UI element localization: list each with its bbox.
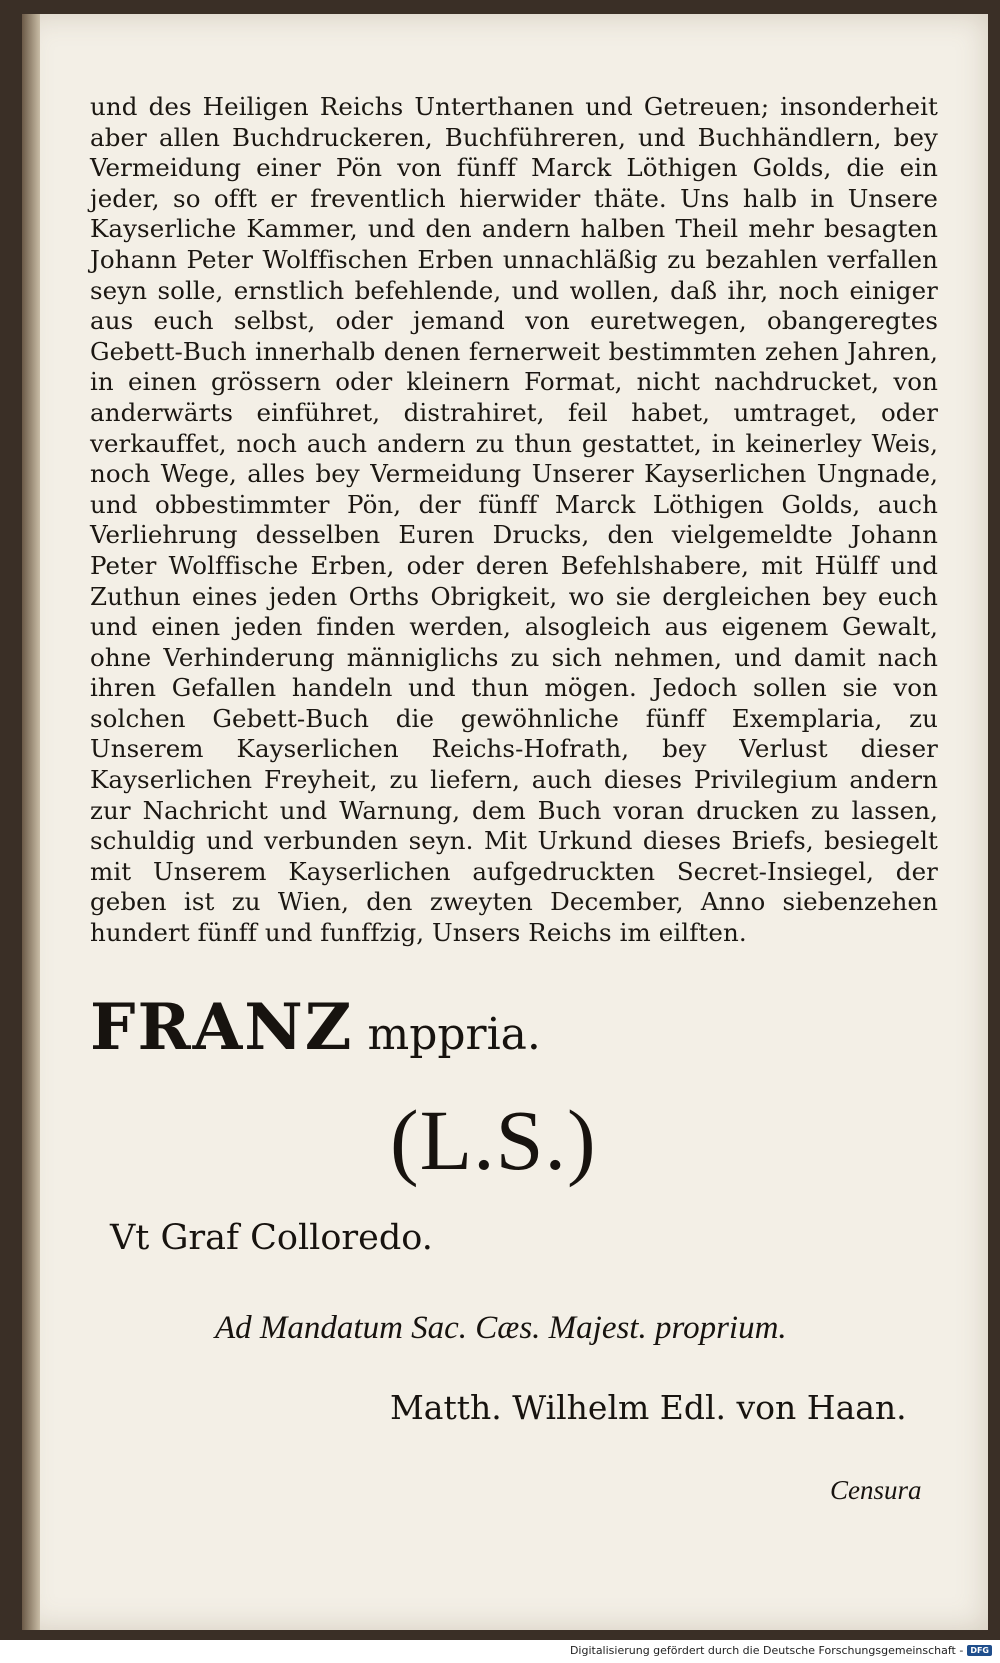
signature-suffix: mppria. — [367, 1009, 541, 1060]
footer-text: Digitalisierung gefördert durch die Deutsche Forschungsgemeinschaft - — [569, 1644, 964, 1657]
seal-mark: (L.S.) — [390, 1092, 597, 1188]
page-binding-edge — [22, 14, 40, 1630]
privilege-text: und des Heiligen Reichs Unterthanen und Getreuen; insonderheit aber allen Buchdruckeren, Buchführeren, und Buchhändlern, bey Vermeidung einer Pön von fünff Marck Löthigen Golds, die ein jeder, so offt er freventlich hierwider thäte. Uns halb in Unsere Kayserliche Kammer, und den andern halben Theil mehr besagten Johann Peter Wolffischen Erben unnachläßig zu bezahlen verfallen seyn solle, ernstlich befehlende, und wollen, daß ihr, noch einiger aus euch selbst, oder jemand von euretwegen, obangeregtes Gebett-Buch innerhalb denen fernerweit bestimmten zehen Jahren, in einen grössern oder kleinern Format, nicht nachdrucket, von anderwärts einführet, distrahiret, feil habet, umtraget, oder verkauffet, noch auch andern zu thun gestattet, in keinerley Weis, noch Wege, alles bey Vermeidung Unserer Kayserlichen Ungnade, und obbestimmter Pön, der fünff Marck Löthigen Golds, auch Verliehrung desselben Euren Drucks, den vielgemeldte Johann Peter Wolffische Erben, oder deren Befehlshabere, mit Hülff und Zuthun eines jeden Orths Obrigkeit, wo sie dergleichen bey euch und einen jeden finden werden, alsogleich aus eigenem Gewalt, ohne Verhinderung männiglichs zu sich nehmen, und damit nach ihren Gefallen handeln und thun mögen. Jedoch sollen sie von solchen Gebett-Buch die gewöhnliche fünff Exemplaria, zu Unserem Kayserlichen Reichs-Hofrath, bey Verlust dieser Kayserlichen Freyheit, zu liefern, auch dieses Privilegium andern zur Nachricht und Warnung, dem Buch voran drucken zu lassen, schuldig und verbunden seyn. Mit Urkund dieses Briefs, besiegelt mit Unserem Kayserlichen aufgedruckten Secret-Insiegel, der geben ist zu Wien, den zweyten December, Anno siebenzehen hundert fünff und funffzig, Unsers Reichs im eilften. — [90, 92, 938, 948]
signatory-haan: Matth. Wilhelm Edl. von Haan. — [390, 1388, 907, 1427]
countersignature-colloredo: Vt Graf Colloredo. — [110, 1218, 433, 1258]
dfg-logo-icon: DFG — [967, 1645, 992, 1656]
catchword: Censura — [830, 1475, 922, 1505]
signature-franz — [90, 990, 541, 1065]
signature-name: FRANZ — [90, 990, 354, 1065]
digitization-footer — [570, 1644, 992, 1657]
mandatum-line: Ad Mandatum Sac. Cæs. Majest. proprium. — [215, 1310, 787, 1346]
